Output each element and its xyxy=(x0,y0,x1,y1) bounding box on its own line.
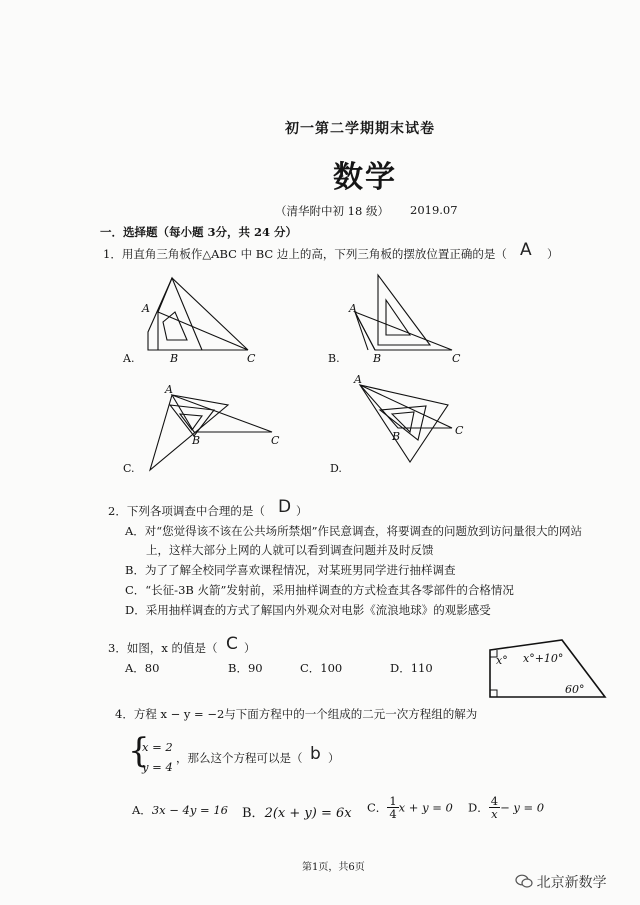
q1-option-a: A. xyxy=(123,352,135,365)
q1a-label-c: C xyxy=(247,352,256,365)
q2-option-a-line1: A．对“您觉得该不该在公共场所禁烟”作民意调查，将要调查的问题放到访问量很大的网站 xyxy=(125,524,583,538)
q1b-label-b: B xyxy=(373,352,382,365)
q3-option-d: D．110 xyxy=(390,661,433,675)
q1c-label-c: C xyxy=(271,434,280,447)
q4-option-c-fraction xyxy=(387,795,398,820)
q1-option-c: C. xyxy=(123,462,135,475)
watermark xyxy=(515,872,607,892)
q4-close: ） xyxy=(328,751,340,765)
q4-text: 4．方程 x − y = −2与下面方程中的一个组成的二元一次方程组的解为 xyxy=(115,707,478,721)
q1d-label-b: B xyxy=(392,430,401,443)
q4-sys-line1: x = 2 xyxy=(142,740,173,754)
q4-option-c xyxy=(367,795,453,820)
q4-option-b-label: B． xyxy=(242,806,265,821)
q4-option-b-expr: 2(x + y) = 6x xyxy=(264,806,352,821)
q4-option-c-num: 1 xyxy=(389,794,397,808)
q2-answer: D xyxy=(278,497,292,517)
q3-option-a: A．80 xyxy=(125,661,160,675)
q4-option-b xyxy=(242,802,352,821)
q3-close: ） xyxy=(244,641,256,655)
subject-title: 数学 xyxy=(333,160,397,195)
q2-option-c: C．“长征-3B 火箭”发射前，采用抽样调查的方式检查其各零部件的合格情况 xyxy=(125,583,514,597)
q4-option-a-label: A． xyxy=(132,803,152,817)
q4-sys-text: ，那么这个方程可以是（ xyxy=(176,751,303,765)
q4-option-d-num: 4 xyxy=(490,794,499,808)
q1-option-b: B. xyxy=(328,352,340,365)
q1b-label-a: A xyxy=(349,302,357,315)
q2-text: 2．下列各项调查中合理的是（ xyxy=(108,504,265,518)
q3-label-sixty: 60° xyxy=(565,683,585,696)
q3-option-b: B．90 xyxy=(228,661,263,675)
q1-option-d: D. xyxy=(330,462,342,475)
exam-date: 2019.07 xyxy=(410,203,458,217)
q4-option-c-label: C． xyxy=(367,800,388,815)
q2-close: ） xyxy=(296,504,308,518)
q1a-label-b: B xyxy=(170,352,179,365)
q1-answer: A xyxy=(520,240,532,260)
q1-close: ） xyxy=(547,247,559,261)
exam-title: 初一第二学期期末试卷 xyxy=(285,121,435,137)
watermark-text: 北京新数学 xyxy=(536,875,607,891)
q1b-label-c: C xyxy=(452,352,461,365)
school-label: （清华附中初 18 级） xyxy=(275,204,389,218)
q3-option-c: C．100 xyxy=(300,661,343,675)
q2-option-d: D．采用抽样调查的方式了解国内外观众对电影《流浪地球》的观影感受 xyxy=(125,603,491,617)
q4-sys-line2: y = 4 xyxy=(142,760,173,774)
q2-option-a-line2: 上，这样大部分上网的人就可以看到调查问题并及时反馈 xyxy=(146,543,434,557)
q3-label-x: x° xyxy=(496,654,508,667)
q3-label-xplus: x°+10° xyxy=(523,652,564,665)
q4-option-d xyxy=(468,795,544,820)
q4-option-c-rest: x + y = 0 xyxy=(398,800,453,815)
q4-answer: b xyxy=(310,744,321,764)
q1-text: 1．用直角三角板作△ABC 中 BC 边上的高，下列三角板的摆放位置正确的是（ xyxy=(103,247,507,261)
q3-answer: C xyxy=(226,634,238,654)
q4-option-d-fraction xyxy=(489,795,500,820)
q1d-label-a: A xyxy=(354,373,362,386)
q4-option-d-den: x xyxy=(491,807,498,821)
q4-option-c-den: 4 xyxy=(389,807,397,821)
q4-option-a-expr: 3x − 4y = 16 xyxy=(151,803,228,817)
section-heading: 一．选择题（每小题 3分，共 24 分） xyxy=(100,225,298,239)
q1c-label-b: B xyxy=(192,434,201,447)
q4-option-d-label: D． xyxy=(468,800,489,815)
q3-text: 3．如图，x 的值是（ xyxy=(108,641,218,655)
q4-option-a xyxy=(132,802,228,818)
q1c-label-a: A xyxy=(165,383,173,396)
q4-brace: { xyxy=(128,731,150,771)
wechat-icon xyxy=(515,874,533,889)
q2-option-b: B．为了了解全校同学喜欢课程情况，对某班男同学进行抽样调查 xyxy=(125,563,456,577)
q1a-label-a: A xyxy=(142,302,150,315)
q1d-label-c: C xyxy=(455,424,464,437)
q4-option-d-rest: − y = 0 xyxy=(500,800,545,815)
page-number: 第1页，共6页 xyxy=(302,862,365,873)
